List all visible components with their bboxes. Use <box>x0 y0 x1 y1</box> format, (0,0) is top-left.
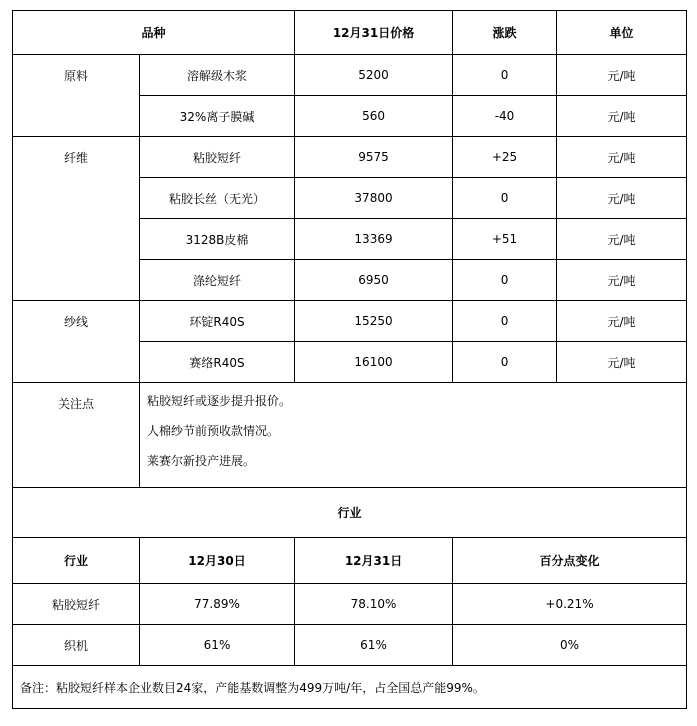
footnote: 备注：粘胶短纤样本企业数目24家，产能基数调整为499万吨/年，占全国总产能99%。 <box>13 666 687 709</box>
item-name: 赛络R40S <box>140 342 295 383</box>
item-price: 37800 <box>295 178 453 219</box>
item-name: 粘胶长丝（无光） <box>140 178 295 219</box>
table-row <box>13 55 687 96</box>
focus-item: 莱赛尔新投产进展。 <box>147 454 256 468</box>
item-unit: 元/吨 <box>557 301 687 342</box>
industry-dec30: 77.89% <box>140 584 295 625</box>
focus-notes <box>140 383 687 488</box>
item-price: 13369 <box>295 219 453 260</box>
industry-header-dec30: 12月30日 <box>140 538 295 584</box>
item-change: 0 <box>453 301 557 342</box>
focus-item: 粘胶短纤或逐步提升报价。 <box>147 394 292 408</box>
header-row <box>13 11 687 55</box>
table-row <box>13 301 687 342</box>
industry-header-pp-change: 百分点变化 <box>453 538 687 584</box>
item-unit: 元/吨 <box>557 260 687 301</box>
focus-row <box>13 383 687 488</box>
item-name: 环锭R40S <box>140 301 295 342</box>
item-price: 5200 <box>295 55 453 96</box>
industry-pp-change: 0% <box>453 625 687 666</box>
industry-name: 织机 <box>13 625 140 666</box>
header-change: 涨跌 <box>453 11 557 55</box>
industry-dec30: 61% <box>140 625 295 666</box>
item-price: 9575 <box>295 137 453 178</box>
item-price: 6950 <box>295 260 453 301</box>
header-unit: 单位 <box>557 11 687 55</box>
header-variety: 品种 <box>13 11 295 55</box>
item-change: +51 <box>453 219 557 260</box>
item-name: 32%离子膜碱 <box>140 96 295 137</box>
industry-dec31: 78.10% <box>295 584 453 625</box>
item-price: 560 <box>295 96 453 137</box>
item-price: 16100 <box>295 342 453 383</box>
item-change: 0 <box>453 342 557 383</box>
price-table <box>12 10 687 709</box>
item-unit: 元/吨 <box>557 137 687 178</box>
focus-item: 人棉纱节前预收款情况。 <box>147 424 280 438</box>
item-change: 0 <box>453 55 557 96</box>
item-unit: 元/吨 <box>557 342 687 383</box>
table-row <box>13 137 687 178</box>
item-change: 0 <box>453 260 557 301</box>
industry-header-name: 行业 <box>13 538 140 584</box>
category-cell: 纤维 <box>13 137 140 301</box>
item-name: 溶解级木浆 <box>140 55 295 96</box>
item-unit: 元/吨 <box>557 55 687 96</box>
item-unit: 元/吨 <box>557 178 687 219</box>
item-name: 粘胶短纤 <box>140 137 295 178</box>
item-change: +25 <box>453 137 557 178</box>
item-unit: 元/吨 <box>557 219 687 260</box>
industry-header-dec31: 12月31日 <box>295 538 453 584</box>
table-row <box>13 625 687 666</box>
industry-section-title: 行业 <box>13 488 687 538</box>
item-name: 3128B皮棉 <box>140 219 295 260</box>
item-change: -40 <box>453 96 557 137</box>
item-price: 15250 <box>295 301 453 342</box>
item-unit: 元/吨 <box>557 96 687 137</box>
table-row <box>13 584 687 625</box>
industry-dec31: 61% <box>295 625 453 666</box>
focus-label: 关注点 <box>13 383 140 488</box>
item-change: 0 <box>453 178 557 219</box>
category-cell: 原料 <box>13 55 140 137</box>
industry-header-row <box>13 538 687 584</box>
header-price: 12月31日价格 <box>295 11 453 55</box>
category-cell: 纱线 <box>13 301 140 383</box>
industry-section-row <box>13 488 687 538</box>
footnote-row <box>13 666 687 709</box>
industry-pp-change: +0.21% <box>453 584 687 625</box>
item-name: 涤纶短纤 <box>140 260 295 301</box>
industry-name: 粘胶短纤 <box>13 584 140 625</box>
